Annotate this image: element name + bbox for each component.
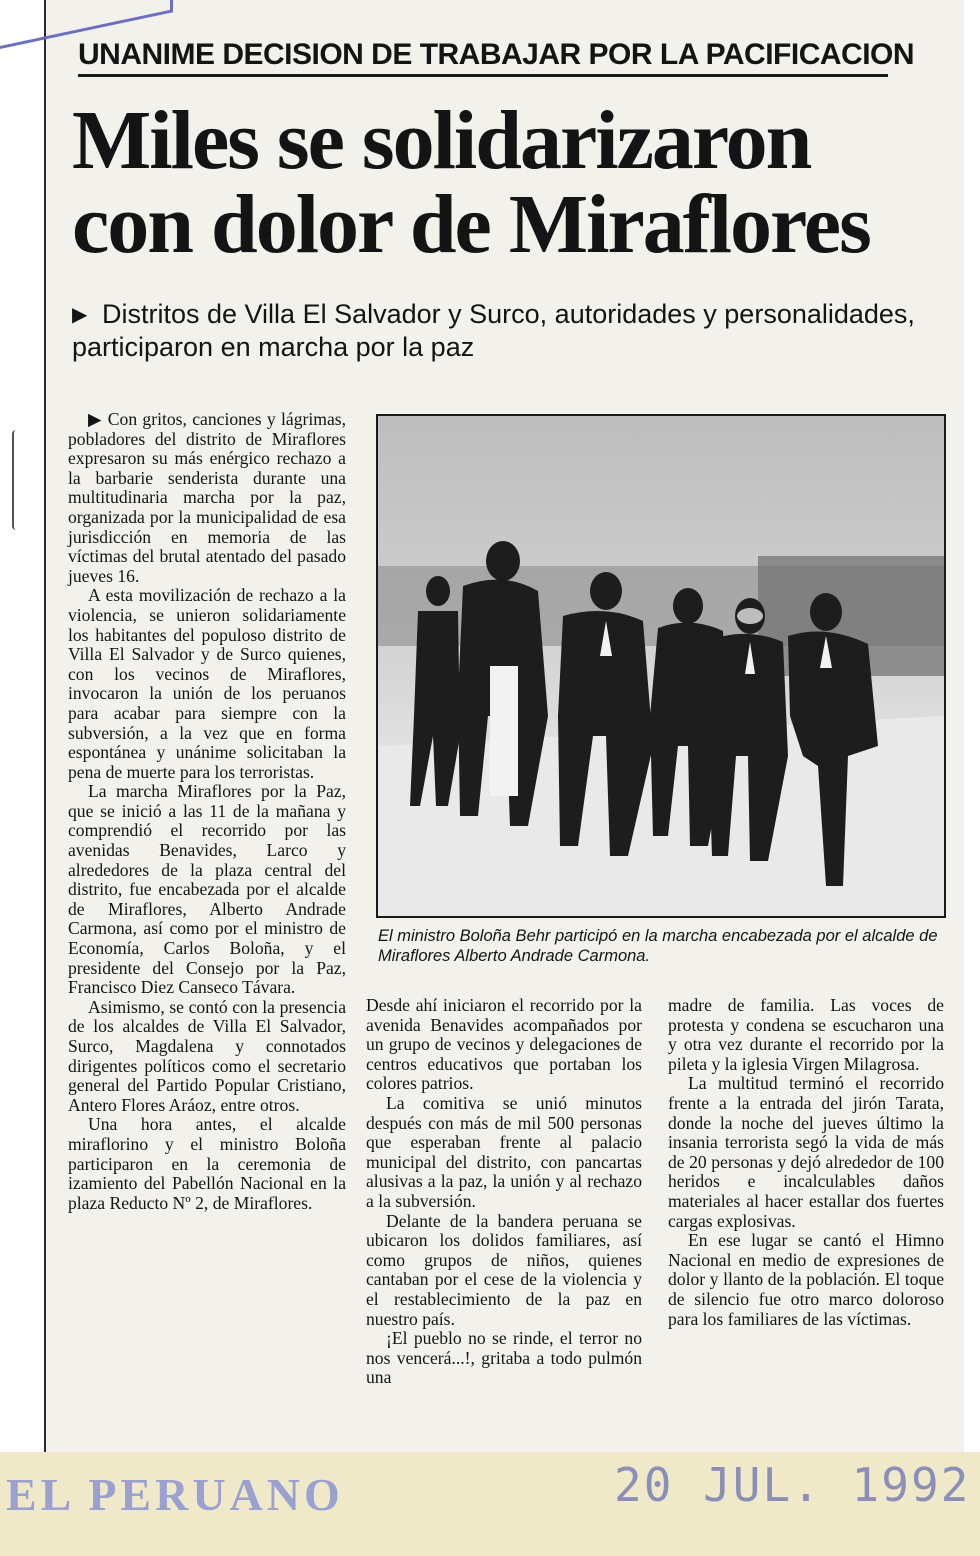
date-stamp: 20 JUL. 1992 [614,1458,971,1512]
article-paragraph: Una hora antes, el alcalde miraflorino y el ministro Boloña participaron en la ceremonia de izamiento del Pabellón Nacional en la plaza Reducto Nº 2, de Miraflores. [68,1114,346,1213]
main-headline-line-1: Miles se solidarizaron [72,94,811,187]
triangle-bullet-icon: ▶ [72,304,88,326]
deck-subheadline [72,298,940,363]
article-column-1 [68,410,346,1213]
binder-clip-mark [12,430,22,530]
publication-stamp: EL PERUANO [6,1469,344,1520]
lead-bullet-icon: ▶ [88,409,103,429]
article-paragraph: La comitiva se unió minutos después con más de mil 500 personas que esperaban frente al palacio municipal del distrito, con pancartas alusivas a la paz, la unión y al rechazo a la subversión. [366,1092,642,1211]
article-paragraph: Desde ahí iniciaron el recorrido por la avenida Benavides acompañados por un grupo de vecinos y delegaciones de centros educativos que portaban los colores patrios. [366,995,642,1094]
article-column-2 [366,996,642,1388]
article-paragraph: madre de familia. Las voces de protesta y condena se escucharon una y otra vez durante el recorrido por la pileta y la iglesia Virgen Milagrosa. [668,995,944,1074]
article-paragraph: La marcha Miraflores por la Paz, que se inició a las 11 de la mañana y comprendió el recorrido por las avenidas Benavides, Larco y alrededores de la plaza central del distrito, fue encabezada por el alcalde de Miraflores, Alberto Andrade Carmona, así como por el ministro de Economía, Carlos Boloña, y el presidente del Consejo por la Paz, Francisco Diez Canseco Távara. [68,781,346,998]
article-paragraph: A esta movilización de rechazo a la violencia, se unieron solidariamente los habitantes del populoso distrito de Villa El Salvador y de Surco quienes, con los vecinos de Miraflores, invocaron la unión de los peruanos para acabar para siempre con la subversión, a la vez que en forma espontánea y unánime solicitaban la pena de muerte para los terroristas. [68,585,346,782]
article-paragraph: La multitud terminó el recorrido frente a la entrada del jirón Tarata, donde la noche del jueves último la insania terrorista segó la vida de más de 20 personas y dejó alrededor de 100 heridos e incalculables daños materiales al hacer estallar dos fuertes cargas explosivas. [668,1073,944,1231]
article-paragraph: ¡El pueblo no se rinde, el terror no nos vencerá...!, gritaba a todo pulmón una [366,1328,642,1388]
article-paragraph: ▶ Con gritos, canciones y lágrimas, pobladores del distrito de Miraflores expresaron su más enérgico rechazo a la barbarie senderista durante una multitudinaria marcha por la paz, organizada por la municipalidad de esa jurisdicción en memoria de las víctimas del brutal atentado del pasado jueves 16. [68,409,346,586]
article-paragraph: Asimismo, se contó con la presencia de los alcaldes de Villa El Salvador, Surco, Magdalena y connotados dirigentes políticos como el secretario general del Partido Popular Cristiano, Antero Flores Aráoz, entre otros. [68,996,346,1115]
marchers-photo-graphic [378,416,944,916]
article-column-3 [668,996,944,1329]
kicker-headline: UNANIME DECISION DE TRABAJAR POR LA PACIFICACION [78,38,888,77]
news-photo [376,414,946,918]
article-paragraph: Delante de la bandera peruana se ubicaron los dolidos familiares, así como grupos de niños, quienes cantaban por el cese de la violencia y el restablecimiento de la paz en nuestro país. [366,1210,642,1329]
article-paragraph: En ese lugar se cantó el Himno Nacional en medio de expresiones de dolor y llanto de la población. El toque de silencio fue otro marco doloroso para los familiares de las víctimas. [668,1230,944,1329]
photo-caption: El ministro Boloña Behr participó en la marcha encabezada por el alcalde de Miraflores Alberto Andrade Carmona. [378,927,938,965]
deck-text: Distritos de Villa El Salvador y Surco, autoridades y personalidades, participaron en marcha por la paz [72,299,915,362]
main-headline-line-2: con dolor de Miraflores [72,178,870,271]
